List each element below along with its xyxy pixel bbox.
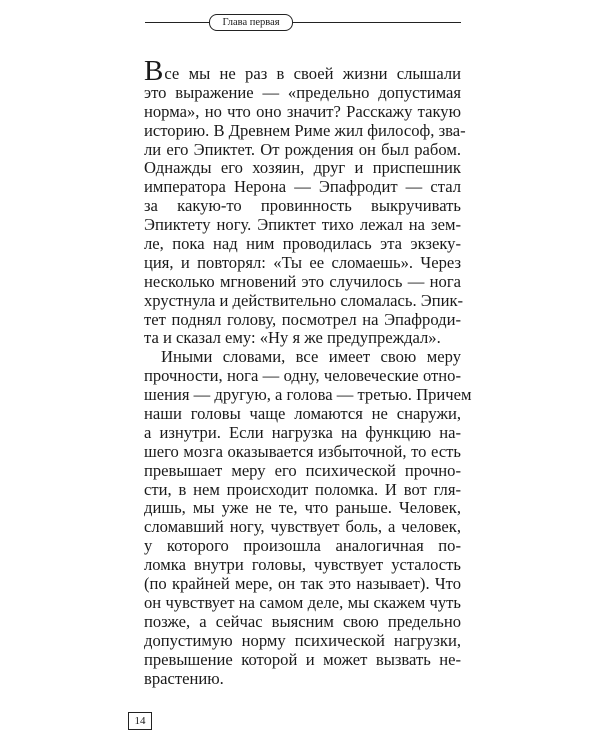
text-line: норма», но что оно значит? Расскажу такую <box>144 101 461 121</box>
text-line: превышает меру его психической прочно- <box>144 460 461 480</box>
text-line: Однажды его хозяин, друг и приспешник <box>144 158 461 178</box>
text-line: тет поднял голову, посмотрел на Эпафроди- <box>144 309 461 329</box>
chapter-label: Глава первая <box>209 14 293 31</box>
text-line: ломка внутри головы, чувствует усталость <box>144 555 461 575</box>
text-line: сломавший ногу, чувствует боль, а человек, <box>144 517 461 537</box>
text-line: у которого произошла аналогичная по- <box>144 536 461 556</box>
page-number: 14 <box>128 712 152 730</box>
text-line: шего мозга оказывается избыточной, то есть <box>144 441 461 461</box>
text-line: за какую-то провинность выкручивать <box>144 196 461 216</box>
text-line: несколько мгновений это случилось — нога <box>144 271 461 291</box>
text-line: а изнутри. Если нагрузка на функцию на- <box>144 422 461 442</box>
text-line: шения — другую, а голова — третью. Причем <box>144 385 472 405</box>
text-line: та и сказал ему: «Ну я же предупреждал». <box>144 328 441 348</box>
text-line <box>144 55 461 87</box>
text-line: он чувствует на самом деле, мы скажем чуть <box>144 592 461 612</box>
text-line-content: се мы не раз в своей жизни слышали <box>164 64 461 83</box>
text-line: Иными словами, все имеет свою меру <box>161 347 461 367</box>
header-rule <box>145 22 461 23</box>
text-line: допустимую норму психической нагрузки, <box>144 630 461 650</box>
text-line: прочности, нога — одну, человеческие отно- <box>144 366 461 386</box>
text-line: ле, пока над ним проводилась эта экзеку- <box>144 234 461 254</box>
text-line: (по крайней мере, он так это называет). Что <box>144 574 461 594</box>
text-line: сти, в нем происходит поломка. И вот гля- <box>144 479 461 499</box>
page-body-text <box>144 55 472 688</box>
text-line: ли его Эпиктет. От рождения он был рабом. <box>144 139 461 159</box>
drop-cap: В <box>144 55 164 87</box>
text-line: это выражение — «предельно допустимая <box>144 82 461 102</box>
text-line: ция, и повторял: «Ты ее сломаешь». Через <box>144 252 461 272</box>
text-line: дишь, мы уже не те, что раньше. Человек, <box>144 498 461 518</box>
text-line: историю. В Древнем Риме жил философ, зва- <box>144 120 466 140</box>
text-line: наши головы чаще ломаются не снаружи, <box>144 404 461 424</box>
text-line: врастению. <box>144 668 224 688</box>
text-line: превышение которой и может вызвать не- <box>144 649 461 669</box>
text-line: позже, а сейчас выясним свою предельно <box>144 611 461 631</box>
text-line: Эпиктету ногу. Эпиктет тихо лежал на зем- <box>144 215 461 235</box>
text-line: императора Нерона — Эпафродит — стал <box>144 177 461 197</box>
text-line: хрустнула и действительно сломалась. Эпик- <box>144 290 464 310</box>
